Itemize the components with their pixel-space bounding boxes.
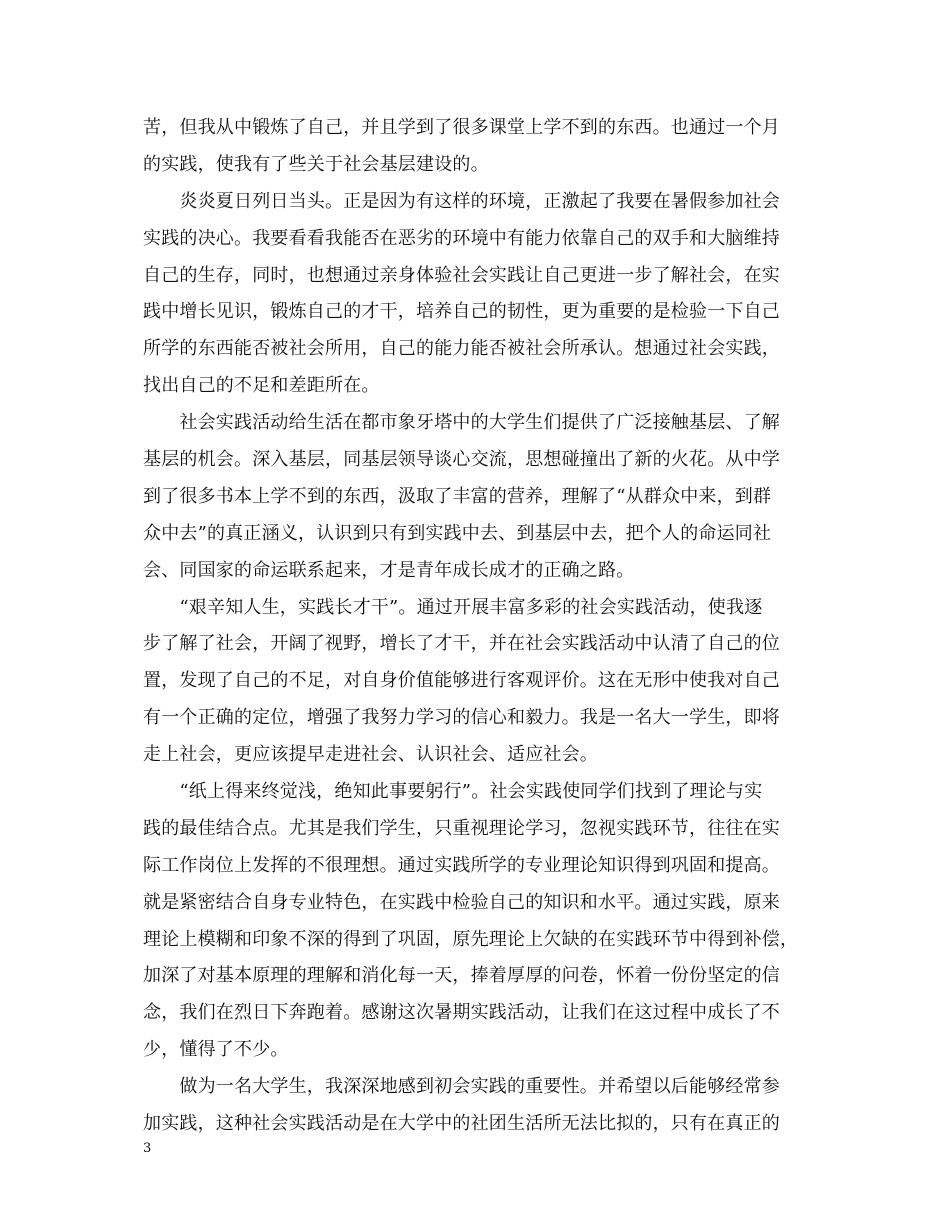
text-line: 找出自己的不足和差距所在。 [143,375,380,397]
text-line: 社会实践活动给生活在都市象牙塔中的大学生们提供了广泛接触基层、了解 [143,412,780,434]
text-line: 念，我们在烈日下奔跑着。感谢这次暑期实践活动，让我们在这过程中成长了不 [143,1002,780,1024]
text-line: 践的最佳结合点。尤其是我们学生，只重视理论学习，忽视实践环节，往往在实 [143,817,780,839]
text-line: 的实践，使我有了些关于社会基层建设的。 [143,153,489,175]
text-line: 炎炎夏日列日当头。正是因为有这样的环境，正激起了我要在暑假参加社会 [143,190,780,212]
text-line: 会、同国家的命运联系起来，才是青年成长成才的正确之路。 [143,559,635,581]
text-line: 加实践，这种社会实践活动是在大学中的社团生活所无法比拟的，只有在真正的 [143,1113,780,1135]
text-line: 自己的生存，同时，也想通过亲身体验社会实践让自己更进一步了解社会，在实 [143,264,780,286]
text-line: 际工作岗位上发挥的不很理想。通过实践所学的专业理论知识得到巩固和提高。 [143,854,780,876]
text-line: 就是紧密结合自身专业特色，在实践中检验自己的知识和水平。通过实践，原来 [143,891,780,913]
text-line: 到了很多书本上学不到的东西，汲取了丰富的营养，理解了“从群众中来，到群 [143,485,772,507]
text-line: 所学的东西能否被社会所用，自己的能力能否被社会所承认。想通过社会实践， [143,338,780,360]
text-line: 苦，但我从中锻炼了自己，并且学到了很多课堂上学不到的东西。也通过一个月 [143,117,780,138]
text-line: “纸上得来终觉浅，绝知此事要躬行”。社会实践使同学们找到了理论与实 [143,781,763,803]
text-line: 走上社会，更应该提早走进社会、认识社会、适应社会。 [143,744,598,766]
text-line: “艰辛知人生，实践长才干”。通过开展丰富多彩的社会实践活动，使我逐 [143,596,763,618]
text-line: 做为一名大学生，我深深地感到初会实践的重要性。并希望以后能够经常参 [143,1076,780,1098]
text-line: 置，发现了自己的不足，对自身价值能够进行客观评价。这在无形中使我对自己 [143,670,780,692]
text-line: 理论上模糊和印象不深的得到了巩固，原先理论上欠缺的在实践环节中得到补偿， [143,928,799,950]
text-line: 加深了对基本原理的理解和消化每一天，捧着厚厚的问卷，怀着一份份坚定的信 [143,965,780,987]
text-line: 有一个正确的定位，增强了我努力学习的信心和毅力。我是一名大一学生，即将 [143,707,780,729]
text-line: 少，懂得了不少。 [143,1039,289,1061]
text-line: 实践的决心。我要看看我能否在恶劣的环境中有能力依靠自己的双手和大脑维持 [143,227,780,249]
text-line: 践中增长见识，锻炼自己的才干，培养自己的韧性，更为重要的是检验一下自己 [143,301,780,323]
text-line: 基层的机会。深入基层，同基层领导谈心交流，思想碰撞出了新的火花。从中学 [143,449,780,471]
text-line: 步了解了社会，开阔了视野，增长了才干，并在社会实践活动中认清了自己的位 [143,633,780,655]
body-text [143,110,811,1143]
page-number: 3 [143,1141,152,1156]
text-line: 众中去”的真正涵义，认识到只有到实践中去、到基层中去，把个人的命运同社 [143,522,772,544]
